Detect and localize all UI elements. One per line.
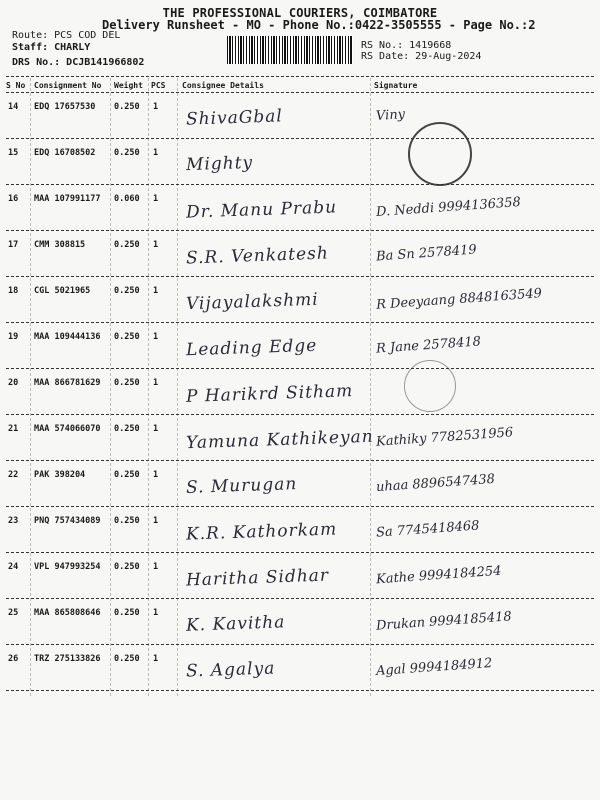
row-consignment-no: PAK 398204 [34,470,86,480]
row-consignment-no: MAA 107991177 [34,194,101,204]
receiver-signature: R Jane 2578418 [375,334,482,357]
row-pcs: 1 [153,378,159,388]
staff-label: Staff: CHARLY [12,42,91,53]
row-sno: 22 [8,470,19,480]
receiver-signature: Kathiky 7782531956 [375,425,514,450]
row-pcs: 1 [153,148,159,158]
row-consignment-no: CGL 5021965 [34,286,91,296]
row-consignment-no: MAA 574066070 [34,424,101,434]
row-pcs: 1 [153,608,159,618]
drs-number: DRS No.: DCJB141966802 [12,57,145,68]
row-weight: 0.250 [114,424,140,434]
company-title: THE PROFESSIONAL COURIERS, COIMBATORE [162,6,438,20]
row-divider [6,460,594,461]
row-sno: 23 [8,516,19,526]
table-row [0,324,600,370]
receiver-signature: Kathe 9994184254 [375,563,502,588]
consignee-handwriting: K.R. Kathorkam [185,519,338,545]
row-divider [6,230,594,231]
table-row [0,462,600,508]
table-row [0,554,600,600]
row-consignment-no: TRZ 275133826 [34,654,101,664]
table-row [0,508,600,554]
row-consignment-no: CMM 308815 [34,240,86,250]
row-consignment-no: MAA 109444136 [34,332,101,342]
consignee-handwriting: K. Kavitha [185,612,286,636]
row-divider [6,414,594,415]
row-divider [6,506,594,507]
row-divider [6,322,594,323]
row-sno: 16 [8,194,19,204]
row-sno: 17 [8,240,19,250]
row-weight: 0.250 [114,240,140,250]
row-weight: 0.250 [114,286,140,296]
row-pcs: 1 [153,240,159,250]
rs-number: RS No.: 1419668 [361,40,452,51]
table-row [0,646,600,692]
row-sno: 15 [8,148,19,158]
row-weight: 0.250 [114,378,140,388]
row-sno: 24 [8,562,19,572]
row-weight: 0.250 [114,654,140,664]
row-weight: 0.250 [114,516,140,526]
col-consignee: Consignee Details [182,81,264,90]
receiver-signature: Sa 7745418468 [375,518,480,541]
row-sno: 20 [8,378,19,388]
row-divider [6,598,594,599]
receiver-signature: Viny [375,107,406,124]
table-row [0,416,600,462]
table-row [0,94,600,140]
consignee-handwriting: Dr. Manu Prabu [185,197,338,223]
row-consignment-no: EDQ 16708502 [34,148,96,158]
consignee-handwriting: Leading Edge [185,335,318,361]
row-consignment-no: MAA 866781629 [34,378,101,388]
table-row [0,370,600,416]
receiver-signature: R Deeyaang 8848163549 [375,286,543,313]
row-divider [6,644,594,645]
row-pcs: 1 [153,102,159,112]
column-header-divider [6,92,594,93]
row-sno: 25 [8,608,19,618]
consignee-handwriting: Vijayalakshmi [185,289,319,315]
row-pcs: 1 [153,424,159,434]
row-pcs: 1 [153,194,159,204]
rs-date: RS Date: 29-Aug-2024 [361,51,482,62]
consignee-handwriting: S. Murugan [185,474,298,498]
row-weight: 0.250 [114,148,140,158]
row-pcs: 1 [153,286,159,296]
consignee-handwriting: S.R. Venkatesh [185,243,330,269]
row-pcs: 1 [153,562,159,572]
row-weight: 0.250 [114,332,140,342]
row-sno: 18 [8,286,19,296]
row-divider [6,276,594,277]
row-weight: 0.250 [114,470,140,480]
row-consignment-no: PNQ 757434089 [34,516,101,526]
col-consignment: Consignment No [34,81,102,90]
row-weight: 0.060 [114,194,140,204]
row-weight: 0.250 [114,102,140,112]
consignee-handwriting: P Harikrd Sitham [185,381,354,407]
row-divider [6,690,594,691]
row-pcs: 1 [153,654,159,664]
route-label: Route: PCS COD DEL [12,30,121,41]
row-sno: 14 [8,102,19,112]
row-consignment-no: MAA 865808646 [34,608,101,618]
row-divider [6,184,594,185]
row-divider [6,138,594,139]
header-divider [6,76,594,77]
row-pcs: 1 [153,332,159,342]
consignee-handwriting: ShivaGbal [185,106,284,130]
consignee-handwriting: Mighty [185,152,254,176]
row-divider [6,368,594,369]
row-sno: 19 [8,332,19,342]
col-pcs: PCS [151,81,166,90]
row-weight: 0.250 [114,562,140,572]
runsheet-subtitle: Delivery Runsheet - MO - Phone No.:0422-3505555 - Page No.:2 [102,18,536,32]
consignee-handwriting: Yamuna Kathikeyan [185,426,374,454]
barcode [227,36,353,64]
consignee-handwriting: Haritha Sidhar [185,565,330,591]
col-weight: Weight [114,81,143,90]
row-consignment-no: VPL 947993254 [34,562,101,572]
receiver-signature: Drukan 9994185418 [375,609,513,634]
row-divider [6,552,594,553]
table-row [0,278,600,324]
row-pcs: 1 [153,470,159,480]
consignee-handwriting: S. Agalya [185,658,276,682]
col-signature: Signature [374,81,418,90]
receiver-signature: D. Neddi 9994136358 [375,194,522,221]
row-consignment-no: EDQ 17657530 [34,102,96,112]
col-sno: S No [6,81,26,90]
receiver-signature: uhaa 8896547438 [375,471,496,496]
row-sno: 26 [8,654,19,664]
receiver-signature: Ba Sn 2578419 [375,242,478,265]
table-row [0,186,600,232]
table-row [0,140,600,186]
receiver-signature: Agal 9994184912 [375,655,493,680]
table-row [0,600,600,646]
table-row [0,232,600,278]
row-weight: 0.250 [114,608,140,618]
row-sno: 21 [8,424,19,434]
row-pcs: 1 [153,516,159,526]
